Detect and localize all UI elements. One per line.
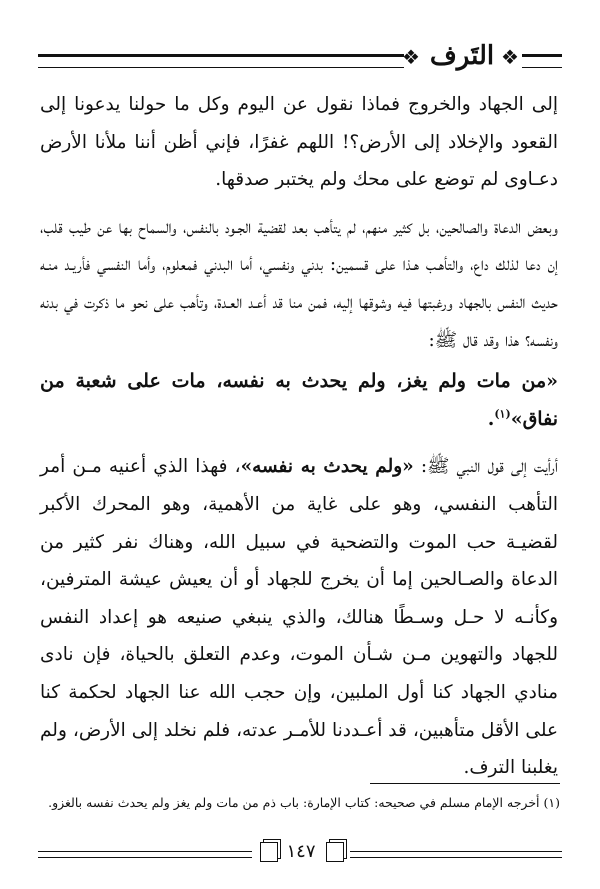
footnote: (١) أخرجه الإمام مسلم في صحيحه: كتاب الإمارة: باب ذم من مات ولم يغز ولم يحدث نفسه بالغزو. [48,795,560,810]
quoted-phrase: «ولم يحدث به نفسه» [240,456,414,478]
main-text [40,86,558,787]
paragraph-4 [40,448,558,786]
paragraph-4-start: أرأيت إلى قول النبي ﷺ: [413,456,558,478]
ornament-icon: ❖ [501,45,519,69]
book-icon [326,842,344,862]
book-icon [260,842,278,862]
ornament-icon: ❖ [402,45,420,69]
paragraph-1: إلى الجهاد والخروج فماذا نقول عن اليوم وكل ما حولنا يدعونا إلى القعود والإخلاد إلى الأرض؟! اللهم غفرًا، فإني أظن أننا ملأنا الأرض دعـاوى لم توضع على محك ولم يختبر صدقها. [40,94,558,191]
page-footer [38,838,562,868]
footer-rule-left [38,851,252,858]
header-rule-left [38,54,404,68]
hadith-quote: «من مات ولم يغز، ولم يحدث به نفسه، مات على شعبة من نفاق»$^{(١)}$. [40,370,558,430]
footer-rule-right [350,851,562,858]
hadith-text: «من مات ولم يغز، ولم يحدث به نفسه، مات على شعبة من نفاق» [40,370,558,430]
paragraph-4-rest: ، فهذا الذي أعنيه مـن أمر التأهب النفسي، وهو على غاية من الأهمية، وهو المحرك الأكبر لقضيـة حب الموت والتضحية في سبيل الله، وهناك نفر كثير من الدعاة والصـالحين إما أن يخرج للجهاد أو أن يعيش عيشة المترفين، وكأنـه لا حـل وسـطًا هنالك، والذي ينبغي صنيعه هو إعداد النفس للجهاد والتهوين مـن شـأن الموت، وعدم التعلق بالحياة، فإن نادى منادي الجهاد كنا أول الملبين، وإن حجب الله عنا الجهاد لحكمة كنا على الأقل متأهبين، قد أعـددنا للأمـر عدته، فلم نخلد إلى الأرض، ولم يغلبنا الترف. [40,456,558,779]
footnote-marker: (١) [494,407,511,421]
running-header [38,38,562,78]
paragraph-2: وبعض الدعاة والصالحين، بل كثير منهم، لم يتأهب بعد لقضية الجـود بالنفس، والسماح بها عن طيب قلب، إن دعا لذلك داع، والتأهـب هـذا على قسمين: بدني ونفسي، أما البدني فمعلوم، وأما النفسي فأريـد منـه حديث النفس بالجهاد ورغبتها فيه وشوقها إليه، فمن منا قد أعـد العـدة، وتأهب على نحو ما ذكرت في بدنه ونفسه؟ هذا وقد قال ﷺ: [40,216,558,351]
page-number: ١٤٧ [286,841,316,862]
header-rule-right [522,54,562,68]
footnote-rule [370,783,560,784]
header-title: التَرف [429,41,495,71]
